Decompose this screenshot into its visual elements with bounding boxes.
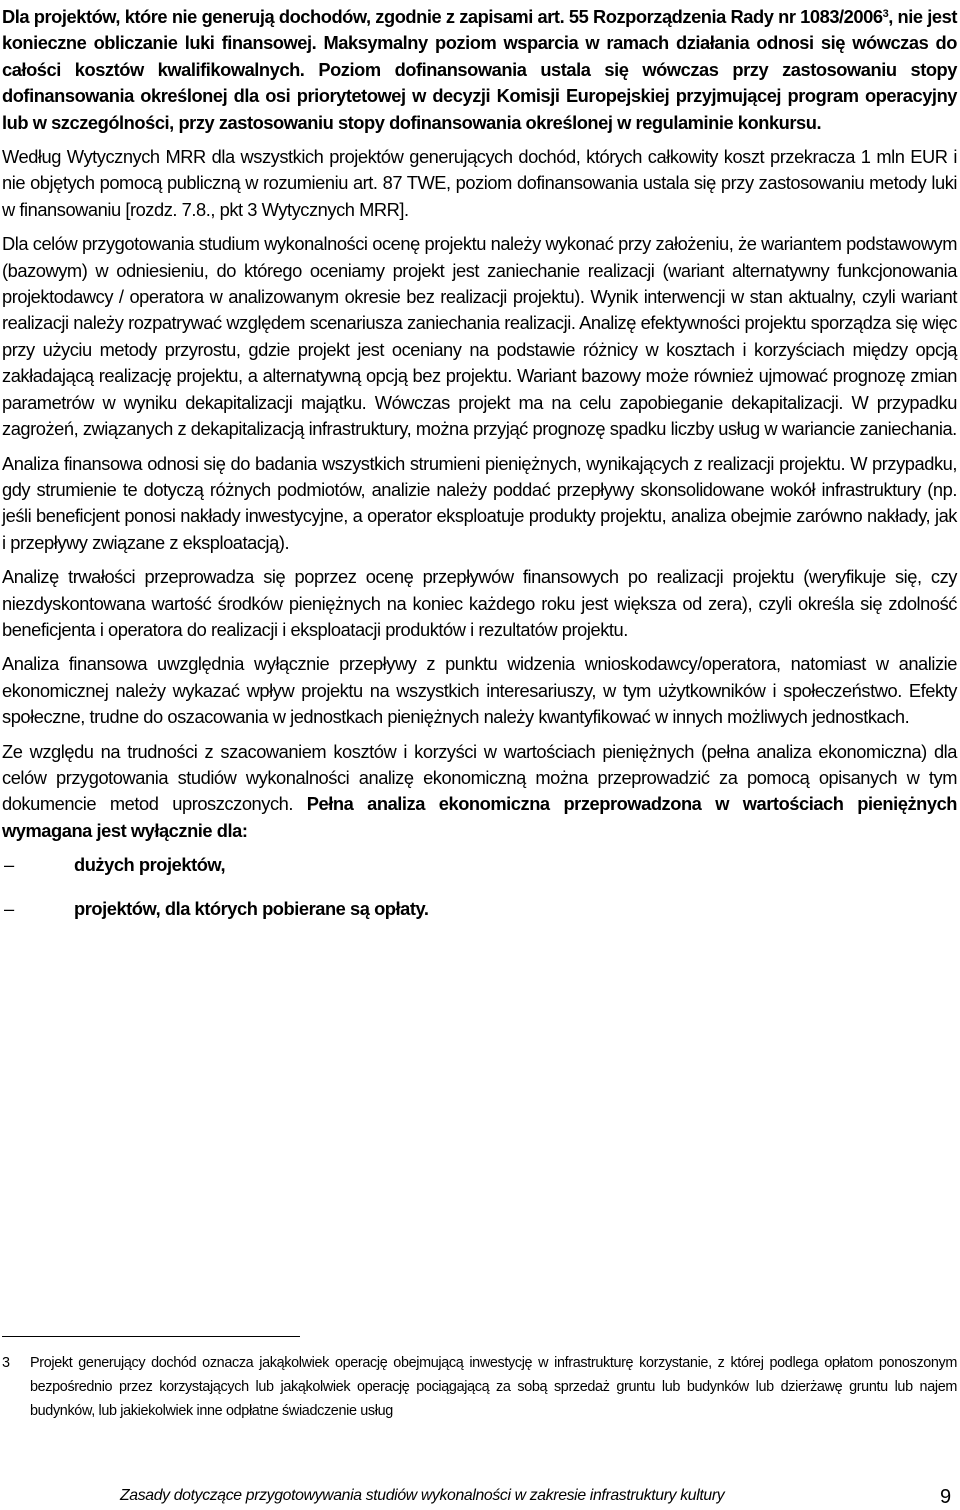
- paragraph: [2, 144, 957, 223]
- dash-bullet: –: [4, 898, 14, 920]
- text-run: Dla celów przygotowania studium wykonalności ocenę projektu należy wykonać przy założeniu, że wariantem podstawowym (bazowym) w odniesieniu, do którego oceniamy projekt jest zaniechanie realizacji (wariant alternatywny funkcjonowania projektodawcy / operatora w analizowanym okresie bez realizacji projektu). Wynik interwencji w stan aktualny, czyli wariant realizacji należy rozpatrywać względem scenariusza zaniechania realizacji. Analizę efektywności projektu sporządza się więc przy użyciu metody przyrostu, gdzie projekt jest oceniany na podstawie różnicy w kosztach i korzyściach między opcją zakładającą realizację projektu, a alternatywną opcją bez projektu. Wariant bazowy może również ujmować prognozę zmian parametrów w wyniku dekapitalizacji majątku. Wówczas projekt ma na celu zapobieganie dekapitalizacji. W przypadku zagrożeń, związanych z dekapitalizacją infrastruktury, można przyjąć prognozę spadku liczby usług w wariancie zaniechania.: [2, 233, 957, 440]
- paragraph: [2, 564, 957, 643]
- text-run: Analiza finansowa uwzględnia wyłącznie przepływy z punktu widzenia wnioskodawcy/operatora, natomiast w analizie ekonomicznej należy wykazać wpływ projektu na wszystkich interesariuszy, w tym użytkowników i społeczeństwo. Efekty społeczne, trudne do oszacowania w jednostkach pieniężnych należy kwantyfikować w innych możliwych jednostkach.: [2, 653, 957, 728]
- paragraph: [2, 231, 957, 442]
- paragraph: [2, 451, 957, 557]
- text-run: Pełna analiza ekonomiczna przeprowadzona w wartościach pieniężnych wymagana jest wyłącznie dla:: [2, 793, 957, 841]
- paragraph-list: [2, 4, 957, 844]
- dash-bullet: –: [4, 854, 14, 876]
- text-run: Analiza finansowa odnosi się do badania wszystkich strumieni pieniężnych, wynikających z realizacji projektu. W przypadku, gdy strumienie te dotyczą różnych podmiotów, analizie należy poddać przepływy skonsolidowane wokół infrastruktury (np. jeśli beneficjent ponosi nakłady inwestycyjne, a operator eksploatuje produkty projektu, analiza obejmie zarówno nakłady, jak i przepływy związane z eksploatacją).: [2, 452, 957, 553]
- text-run: Ze względu na trudności z szacowaniem kosztów i korzyści w wartościach pieniężnych (pełna analiza ekonomiczna) dla celów przygotowania studiów wykonalności analizę ekonomiczną można przeprowadzić za pomocą opisanych w tym dokumencie metod uproszczonych.: [2, 740, 957, 815]
- footnote-text: Projekt generujący dochód oznacza jakąkolwiek operację obejmującą inwestycję w infrastrukturę korzystanie, z której podlega opłatom ponoszonym bezpośrednio przez korzystających lub jakąkolwiek operację pociągającą za sobą sprzedaż gruntu lub budynków lub dzierżawę gruntu lub najem budynków, lub jakiekolwiek inne odpłatne świadczenie usług: [30, 1355, 957, 1420]
- text-run: Według Wytycznych MRR dla wszystkich projektów generujących dochód, których całkowity koszt przekracza 1 mln EUR i nie objętych pomocą publiczną w rozumieniu art. 87 TWE, poziom dofinansowania ustala się przy zastosowaniu metody luki w finansowaniu [rozdz. 7.8., pkt 3 Wytycznych MRR].: [2, 146, 957, 220]
- footnote-number: 3: [2, 1355, 10, 1371]
- text-run: Analizę trwałości przeprowadza się poprzez ocenę przepływów finansowych po realizacji projektu (weryfikuje się, czy niezdyskontowana wartość środków pieniężnych na koniec każdego roku jest większa od zera), czyli określa się zdolność beneficjenta i operatora do realizacji i eksploatacji produktów i rezultatów projektu.: [2, 566, 957, 640]
- paragraph: [2, 739, 957, 845]
- page-number: 9: [940, 1486, 952, 1508]
- dash-list: [2, 852, 957, 940]
- text-run: Dla projektów, które nie generują dochodów, zgodnie z zapisami art. 55 Rozporządzenia Rady nr 1083/2006: [2, 6, 883, 27]
- list-item: [2, 852, 957, 896]
- footnote: [2, 1351, 957, 1424]
- list-item-text: projektów, dla których pobierane są opłaty.: [74, 898, 429, 920]
- list-item: [2, 896, 957, 940]
- footnote-separator: [2, 1336, 300, 1337]
- footnote-reference: 3: [882, 8, 889, 20]
- list-item-text: dużych projektów,: [74, 854, 226, 876]
- footer-title: Zasady dotyczące przygotowywania studiów wykonalności w zakresie infrastruktury kultury: [120, 1487, 725, 1504]
- text-run: , nie jest konieczne obliczanie luki finansowej. Maksymalny poziom wsparcia w ramach działania odnosi się wówczas do całości kosztów kwalifikowalnych. Poziom dofinansowania ustala się wówczas przy zastosowaniu stopy dofinansowania określonej dla osi priorytetowej w decyzji Komisji Europejskiej przyjmującej program operacyjny lub w szczególności, przy zastosowaniu stopy dofinansowania określonej w regulaminie konkursu.: [2, 6, 957, 133]
- paragraph: [2, 651, 957, 730]
- paragraph: [2, 4, 957, 136]
- body-text: [2, 4, 957, 940]
